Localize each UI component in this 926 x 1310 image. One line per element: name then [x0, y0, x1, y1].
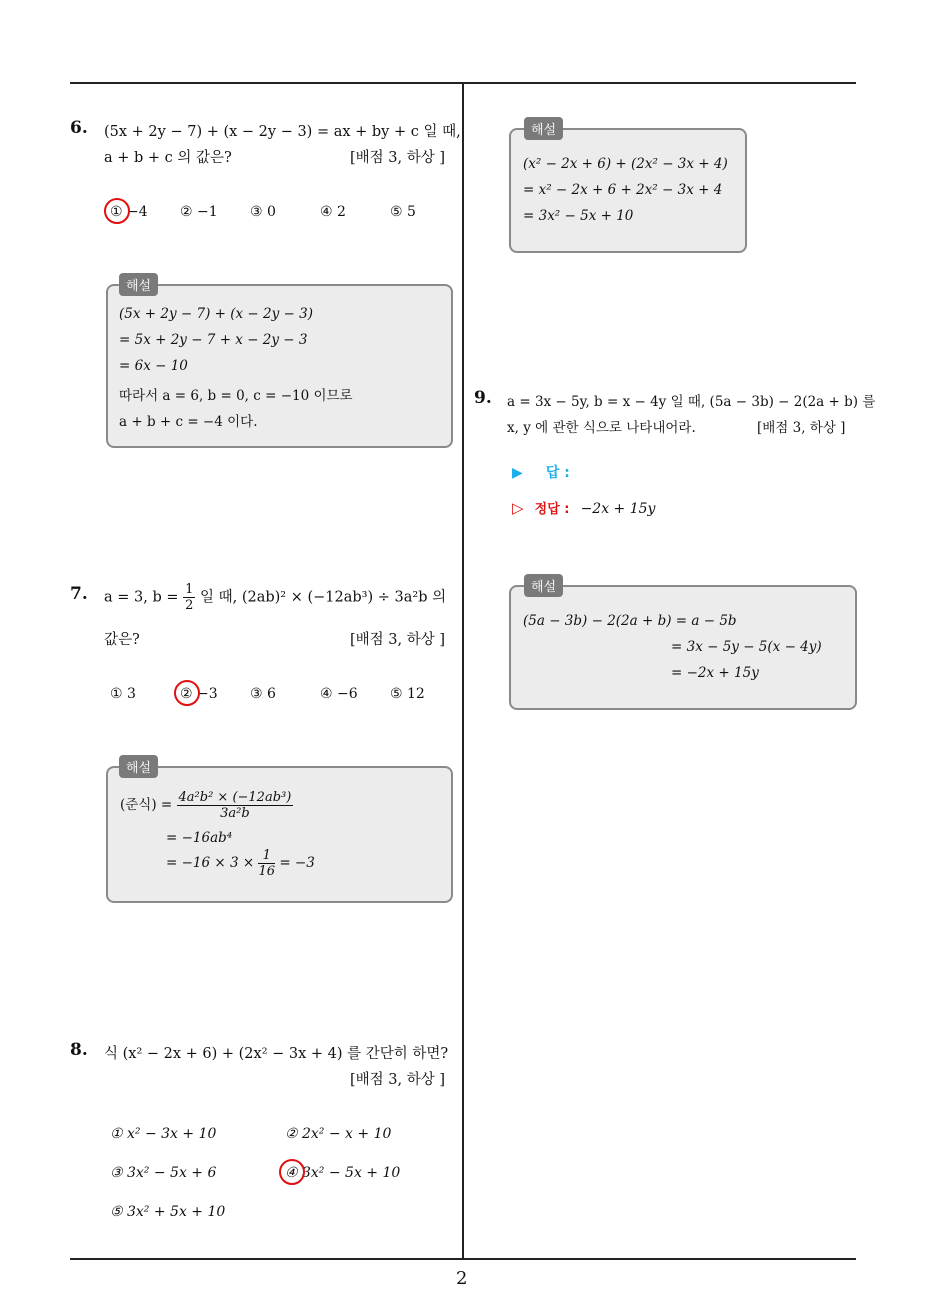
question-number: 6. [70, 118, 88, 138]
solution-line: = 3x² − 5x + 10 [523, 208, 634, 224]
question-text: a + b + c 의 값은? [104, 150, 232, 166]
option-3[interactable]: ③ 3x² − 5x + 6 [110, 1165, 217, 1181]
solution-line: (5a − 3b) − 2(2a + b) = a − 5b [523, 613, 737, 629]
fraction-numerator: 1 [185, 582, 194, 597]
question-text: 식 (x² − 2x + 6) + (2x² − 3x + 4) 를 간단히 하면? [104, 1046, 449, 1062]
play-arrow-icon: ▶ [512, 465, 523, 481]
column-divider [462, 82, 464, 1260]
solution-line: (x² − 2x + 6) + (2x² − 3x + 4) [523, 156, 728, 172]
option-5[interactable]: ⑤ 3x² + 5x + 10 [110, 1204, 226, 1220]
fraction [177, 790, 294, 821]
question-text: (5x + 2y − 7) + (x − 2y − 3) = ax + by + c 일 때, [104, 124, 461, 140]
answer-row[interactable] [512, 462, 570, 482]
solution-tag: 해설 [119, 755, 158, 778]
score-label: [배점 3, 하상 ] [350, 632, 446, 648]
solution-line [166, 848, 315, 879]
option-5[interactable]: ⑤ 5 [390, 204, 416, 220]
option-1[interactable]: ① x² − 3x + 10 [110, 1126, 217, 1142]
solution-line: = −2x + 15y [671, 665, 759, 681]
score-label: [배점 3, 하상 ] [350, 1072, 446, 1088]
fraction-numerator: 1 [258, 848, 275, 864]
option-2[interactable]: ② −1 [180, 204, 218, 220]
answer-mark-circle [104, 198, 130, 224]
solution-line: = 3x − 5y − 5(x − 4y) [671, 639, 822, 655]
fraction-numerator: 4a²b² × (−12ab³) [178, 790, 292, 805]
option-2[interactable]: ② 2x² − x + 10 [285, 1126, 392, 1142]
solution-line: = 5x + 2y − 7 + x − 2y − 3 [119, 332, 308, 348]
solution-lhs: (준식) = [120, 797, 173, 813]
question-text-pre: a = 3, b = [104, 589, 179, 606]
solution-line: = −16ab⁴ [166, 830, 233, 846]
option-3[interactable]: ③ 0 [250, 204, 276, 220]
question-text [104, 582, 446, 613]
bottom-rule [70, 1258, 856, 1260]
solution-text-pre: = −16 × 3 × [166, 855, 255, 871]
answer-label: 답 : [545, 465, 570, 481]
option-1[interactable]: ① 3 [110, 686, 136, 702]
score-label: [배점 3, 하상 ] [350, 150, 446, 166]
solution-line: = 6x − 10 [119, 358, 188, 374]
outline-arrow-icon: ▷ [512, 499, 524, 517]
correct-answer-row [512, 498, 655, 517]
solution-line: a + b + c = −4 이다. [119, 414, 258, 430]
correct-label: 정답 : [534, 502, 570, 517]
question-number: 8. [70, 1040, 88, 1060]
solution-tag: 해설 [524, 574, 563, 597]
solution-line: = x² − 2x + 6 + 2x² − 3x + 4 [523, 182, 723, 198]
fraction-denominator: 16 [258, 864, 276, 879]
option-5[interactable]: ⑤ 12 [390, 686, 425, 702]
solution-box [106, 766, 453, 903]
question-number: 9. [474, 388, 492, 408]
score-label: [배점 3, 하상 ] [757, 420, 846, 436]
question-text: 값은? [104, 632, 140, 648]
fraction-denominator: 3a²b [220, 806, 250, 821]
option-4[interactable]: ④ −6 [320, 686, 358, 702]
fraction [183, 582, 195, 613]
solution-line [120, 790, 293, 821]
option-1[interactable]: ① −4 [110, 204, 148, 220]
answer-mark-circle [174, 680, 200, 706]
solution-text-post: = −3 [279, 855, 315, 871]
option-4[interactable]: ④ 2 [320, 204, 346, 220]
fraction-denominator: 2 [185, 598, 194, 613]
question-number: 7. [70, 584, 88, 604]
option-3[interactable]: ③ 6 [250, 686, 276, 702]
question-text: a = 3x − 5y, b = x − 4y 일 때, (5a − 3b) − 2(2a + b) 를 [507, 394, 876, 410]
correct-value: −2x + 15y [580, 501, 656, 517]
fraction [258, 848, 275, 879]
page-number: 2 [456, 1268, 468, 1289]
question-text-post: 일 때, (2ab)² × (−12ab³) ÷ 3a²b 의 [200, 589, 447, 606]
option-4[interactable]: ④ 3x² − 5x + 10 [285, 1165, 401, 1181]
solution-line: (5x + 2y − 7) + (x − 2y − 3) [119, 306, 313, 322]
solution-tag: 해설 [119, 273, 158, 296]
option-2[interactable]: ② −3 [180, 686, 218, 702]
answer-mark-circle [279, 1159, 305, 1185]
solution-line: 따라서 a = 6, b = 0, c = −10 이므로 [119, 388, 353, 404]
solution-tag: 해설 [524, 117, 563, 140]
question-text: x, y 에 관한 식으로 나타내어라. [507, 420, 696, 436]
